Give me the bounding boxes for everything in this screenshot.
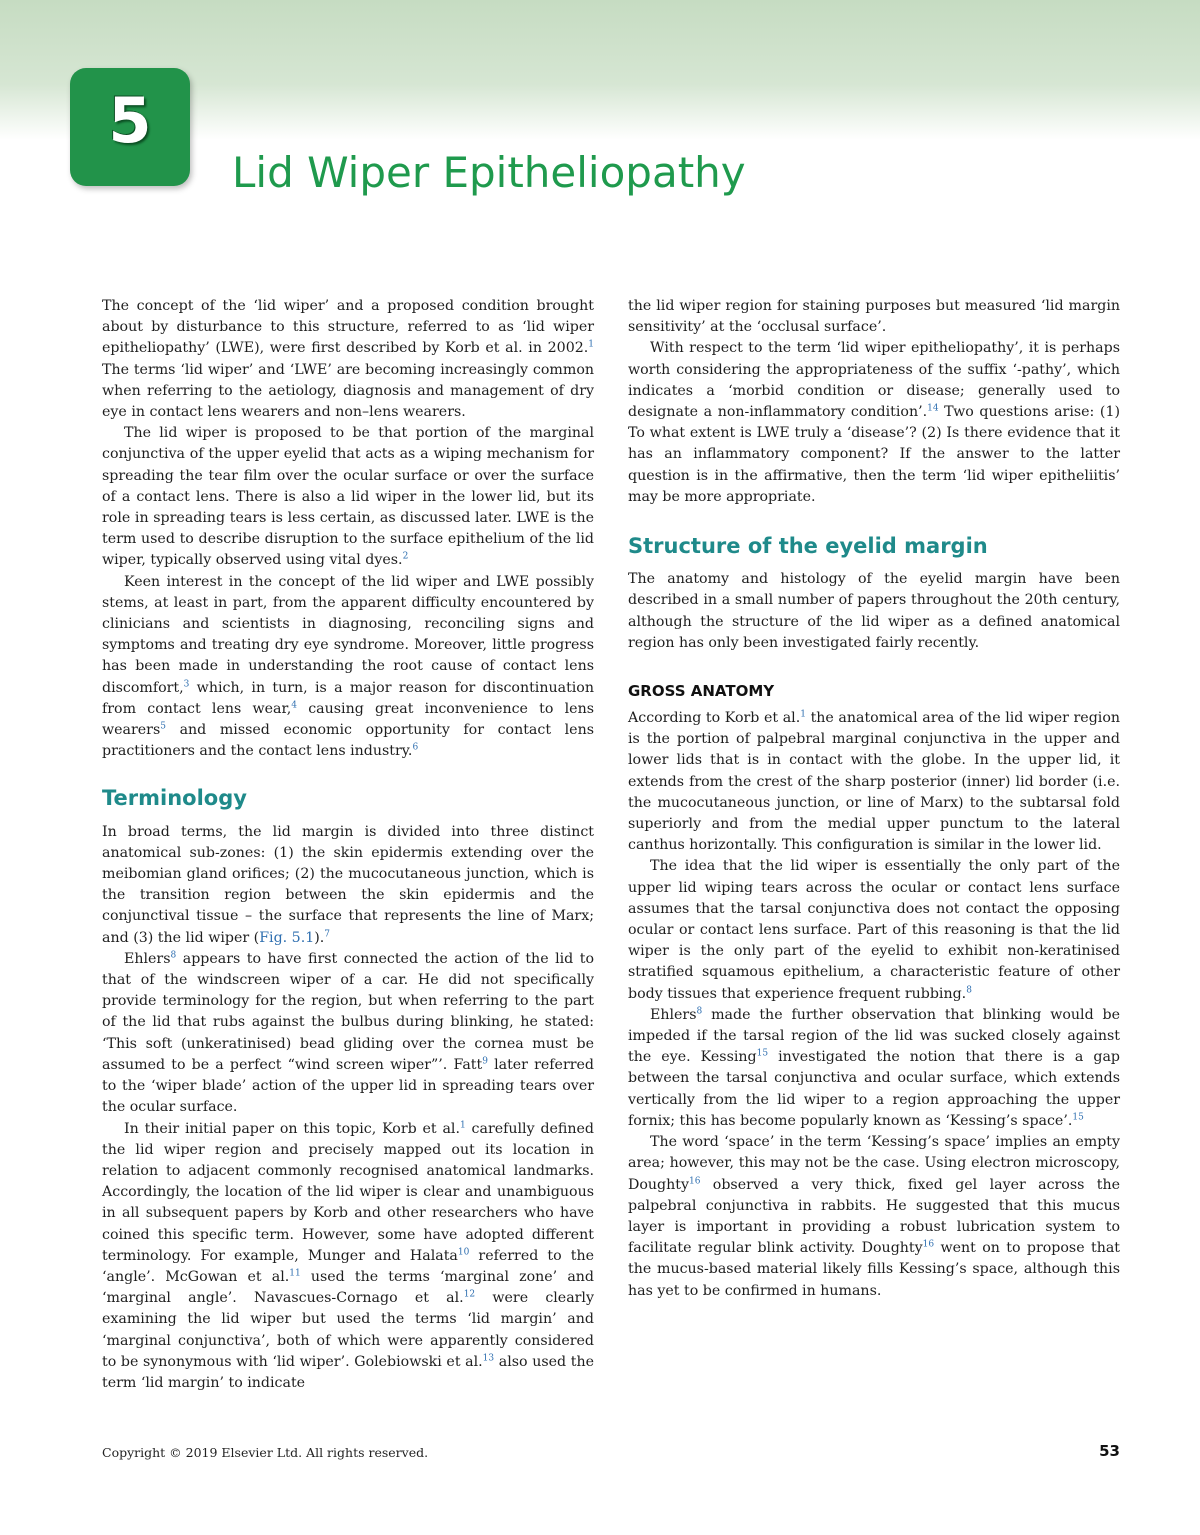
chapter-number-badge <box>70 68 190 186</box>
citation-ref[interactable]: 4 <box>291 700 297 711</box>
paragraph: the lid wiper region for staining purposes but measured ‘lid margin sensitivity’ at the ‘occlusal surface’. <box>628 298 1120 336</box>
citation-ref[interactable]: 7 <box>324 928 331 939</box>
citation-ref[interactable]: 10 <box>457 1246 470 1257</box>
citation-ref[interactable]: 6 <box>412 742 419 753</box>
paragraph: Ehlers$^8$ appears to have first connected the action of the lid to that of the windscreen wiper of a car. He did not specifically provide terminology for the region, but when referring to the part of the lid that rubs against the bulbus during blinking, he stated: ‘This soft (unkeratinised) bead gliding over the cornea must be assumed to be a perfect “wind screen wiper”’. Fatt$^9$ later referred to the ‘wiper blade’ action of the upper lid in spreading tears over the ocular surface. <box>102 950 594 1116</box>
copyright-notice: Copyright © 2019 Elsevier Ltd. All rights reserved. <box>102 1445 429 1460</box>
paragraph: The word ‘space’ in the term ‘Kessing’s space’ implies an empty area; however, this may not be the case. Using electron microscopy, Doughty$^{16}$ observed a very thick, fixed gel layer across the palpebral conjunctiva in rabbits. He suggested that this mucus layer is important in providing a robust lubrication system to facilitate regular blink activity. Doughty$^{16}$ went on to propose that the mucus-based material likely fills Kessing’s space, although this has yet to be confirmed in humans. <box>628 1134 1120 1299</box>
citation-ref[interactable]: 8 <box>170 950 177 961</box>
citation-ref[interactable]: 9 <box>482 1056 488 1067</box>
paragraph: The lid wiper is proposed to be that portion of the marginal conjunctiva of the upper eyelid that acts as a wiping mechanism for spreading the tear film over the ocular surface or over the surface of a contact lens. There is also a lid wiper in the lower lid, but its role in spreading tears is less certain, as discussed later. LWE is the term used to describe disruption to the surface epithelium of the lid wiper, typically observed using vital dyes.$^2$ <box>102 425 594 569</box>
paragraph: Keen interest in the concept of the lid wiper and LWE possibly stems, at least in part, from the apparent difficulty encountered by clinicians and scientists in diagnosing, reconciling signs and symptoms and treating dry eye syndrome. Moreover, little progress has been made in understanding the root cause of contact lens discomfort,$^3$ which, in turn, is a major reason for discontinuation from contact lens wear,$^4$ causing great inconvenience to lens wearers$^5$ and missed economic opportunity for contact lens practitioners and the contact lens industry.$^6$ <box>102 573 595 760</box>
figure-link[interactable]: Fig. 5.1 <box>259 929 315 946</box>
citation-ref[interactable]: 1 <box>800 709 806 720</box>
citation-ref[interactable]: 2 <box>402 551 409 562</box>
citation-ref[interactable]: 8 <box>966 984 972 995</box>
paragraph: The idea that the lid wiper is essentially the only part of the upper lid wiping tears across the ocular or contact lens surface assumes that the tarsal conjunctiva does not contact the opposing ocular or contact lens surface. Part of this reasoning is that the lid wiper is the only part of the eyelid to exhibit non-keratinised stratified squamous epithelium, a characteristic feature of other body tissues that experience frequent rubbing.$^8$ <box>628 858 1120 1002</box>
paragraph: The anatomy and histology of the eyelid margin have been described in a small number of papers throughout the 20th century, although the structure of the lid wiper as a defined anatomical region has only been investigated fairly recently. <box>628 571 1120 651</box>
citation-ref[interactable]: 15 <box>1072 1112 1084 1123</box>
citation-ref[interactable]: 1 <box>588 339 594 350</box>
citation-ref[interactable]: 5 <box>160 721 166 732</box>
page-number: 53 <box>1099 1442 1120 1460</box>
section-heading-terminology: Terminology <box>102 786 247 811</box>
citation-ref[interactable]: 1 <box>459 1119 466 1130</box>
citation-ref[interactable]: 14 <box>927 403 939 414</box>
paragraph: In broad terms, the lid margin is divided into three distinct anatomical sub-zones: (1) the skin epidermis extending over the meibomian gland orifices; (2) the mucocutaneous junction, which is the transition region between the skin epidermis and the conjunctival tissue – the surface that represents the line of Marx; and (3) the lid wiper (Fig. 5.1).$^7$ <box>102 823 594 946</box>
paragraph: In their initial paper on this topic, Korb et al.$^1$ carefully defined the lid wiper region and precisely mapped out its location in relation to adjacent commonly recognised anatomical landmarks. Accordingly, the location of the lid wiper is clear and unambiguous in all subsequent papers by Korb and other researchers who have coined this specific term. However, some have adopted different terminology. For example, Munger and Halata$^{10}$ referred to the ‘angle’. McGowan et al.$^{11}$ used the terms ‘marginal zone’ and ‘marginal angle’. Navascues-Cornago et al.$^{12}$ were clearly examining the lid wiper but used the terms ‘lid margin’ and ‘marginal conjunctiva’, both of which were apparently considered to be synonymous with ‘lid wiper’. Golebiowski et al.$^{13}$ also used the term ‘lid margin’ to indicate <box>102 1119 594 1391</box>
section-heading-structure: Structure of the eyelid margin <box>628 534 988 559</box>
citation-ref[interactable]: 15 <box>756 1048 769 1059</box>
citation-ref[interactable]: 13 <box>482 1353 495 1363</box>
left-column <box>102 296 594 1394</box>
paragraph: Ehlers$^8$ made the further observation that blinking would be impeded if the tarsal region of the lid was sucked closely against the eye. Kessing$^{15}$ investigated the notion that there is a gap between the tarsal conjunctiva and ocular surface, which extends vertically from the lid wiper to a region approaching the upper fornix; this has become popularly known as ‘Kessing’s space’.$^{15}$ <box>628 1006 1120 1129</box>
citation-ref[interactable]: 11 <box>289 1268 301 1279</box>
subsection-heading-gross-anatomy: GROSS ANATOMY <box>628 682 775 701</box>
citation-ref[interactable]: 8 <box>696 1006 703 1017</box>
citation-ref[interactable]: 12 <box>463 1289 476 1300</box>
citation-ref[interactable]: 16 <box>922 1239 935 1250</box>
chapter-number: 5 <box>108 84 152 157</box>
citation-ref[interactable]: 16 <box>689 1175 701 1186</box>
paragraph: The concept of the ‘lid wiper’ and a proposed condition brought about by disturbance to this structure, referred to as ‘lid wiper epitheliopathy’ (LWE), were first described by Korb et al. in 2002.$^1$ The terms ‘lid wiper’ and ‘LWE’ are becoming increasingly common when referring to the aetiology, diagnosis and management of dry eye in contact lens wearers and non–lens wearers. <box>102 298 594 421</box>
paragraph: According to Korb et al.$^1$ the anatomical area of the lid wiper region is the portion of palpebral marginal conjunctiva in the upper and lower lids that is in contact with the globe. In the upper lid, it extends from the crest of the sharp posterior (inner) lid border (i.e. the mucocutaneous junction, or line of Marx) to the subtarsal fold superiorly and from the medial upper punctum to the lateral canthus horizontally. This configuration is similar in the lower lid. <box>628 709 1120 854</box>
paragraph: With respect to the term ‘lid wiper epitheliopathy’, it is perhaps worth considering the appropriateness of the suffix ‘-pathy’, which indicates a ‘morbid condition or disease; generally used to designate a non-inflammatory condition’.$^{14}$ Two questions arise: (1) To what extent is LWE truly a ‘disease’? (2) Is there evidence that it has an inflammatory component? If the answer to the latter question is in the affirmative, then the term ‘lid wiper epitheliitis’ may be more appropriate. <box>628 340 1121 505</box>
right-column <box>628 296 1120 1302</box>
chapter-title: Lid Wiper Epitheliopathy <box>232 148 746 197</box>
citation-ref[interactable]: 3 <box>183 678 190 689</box>
